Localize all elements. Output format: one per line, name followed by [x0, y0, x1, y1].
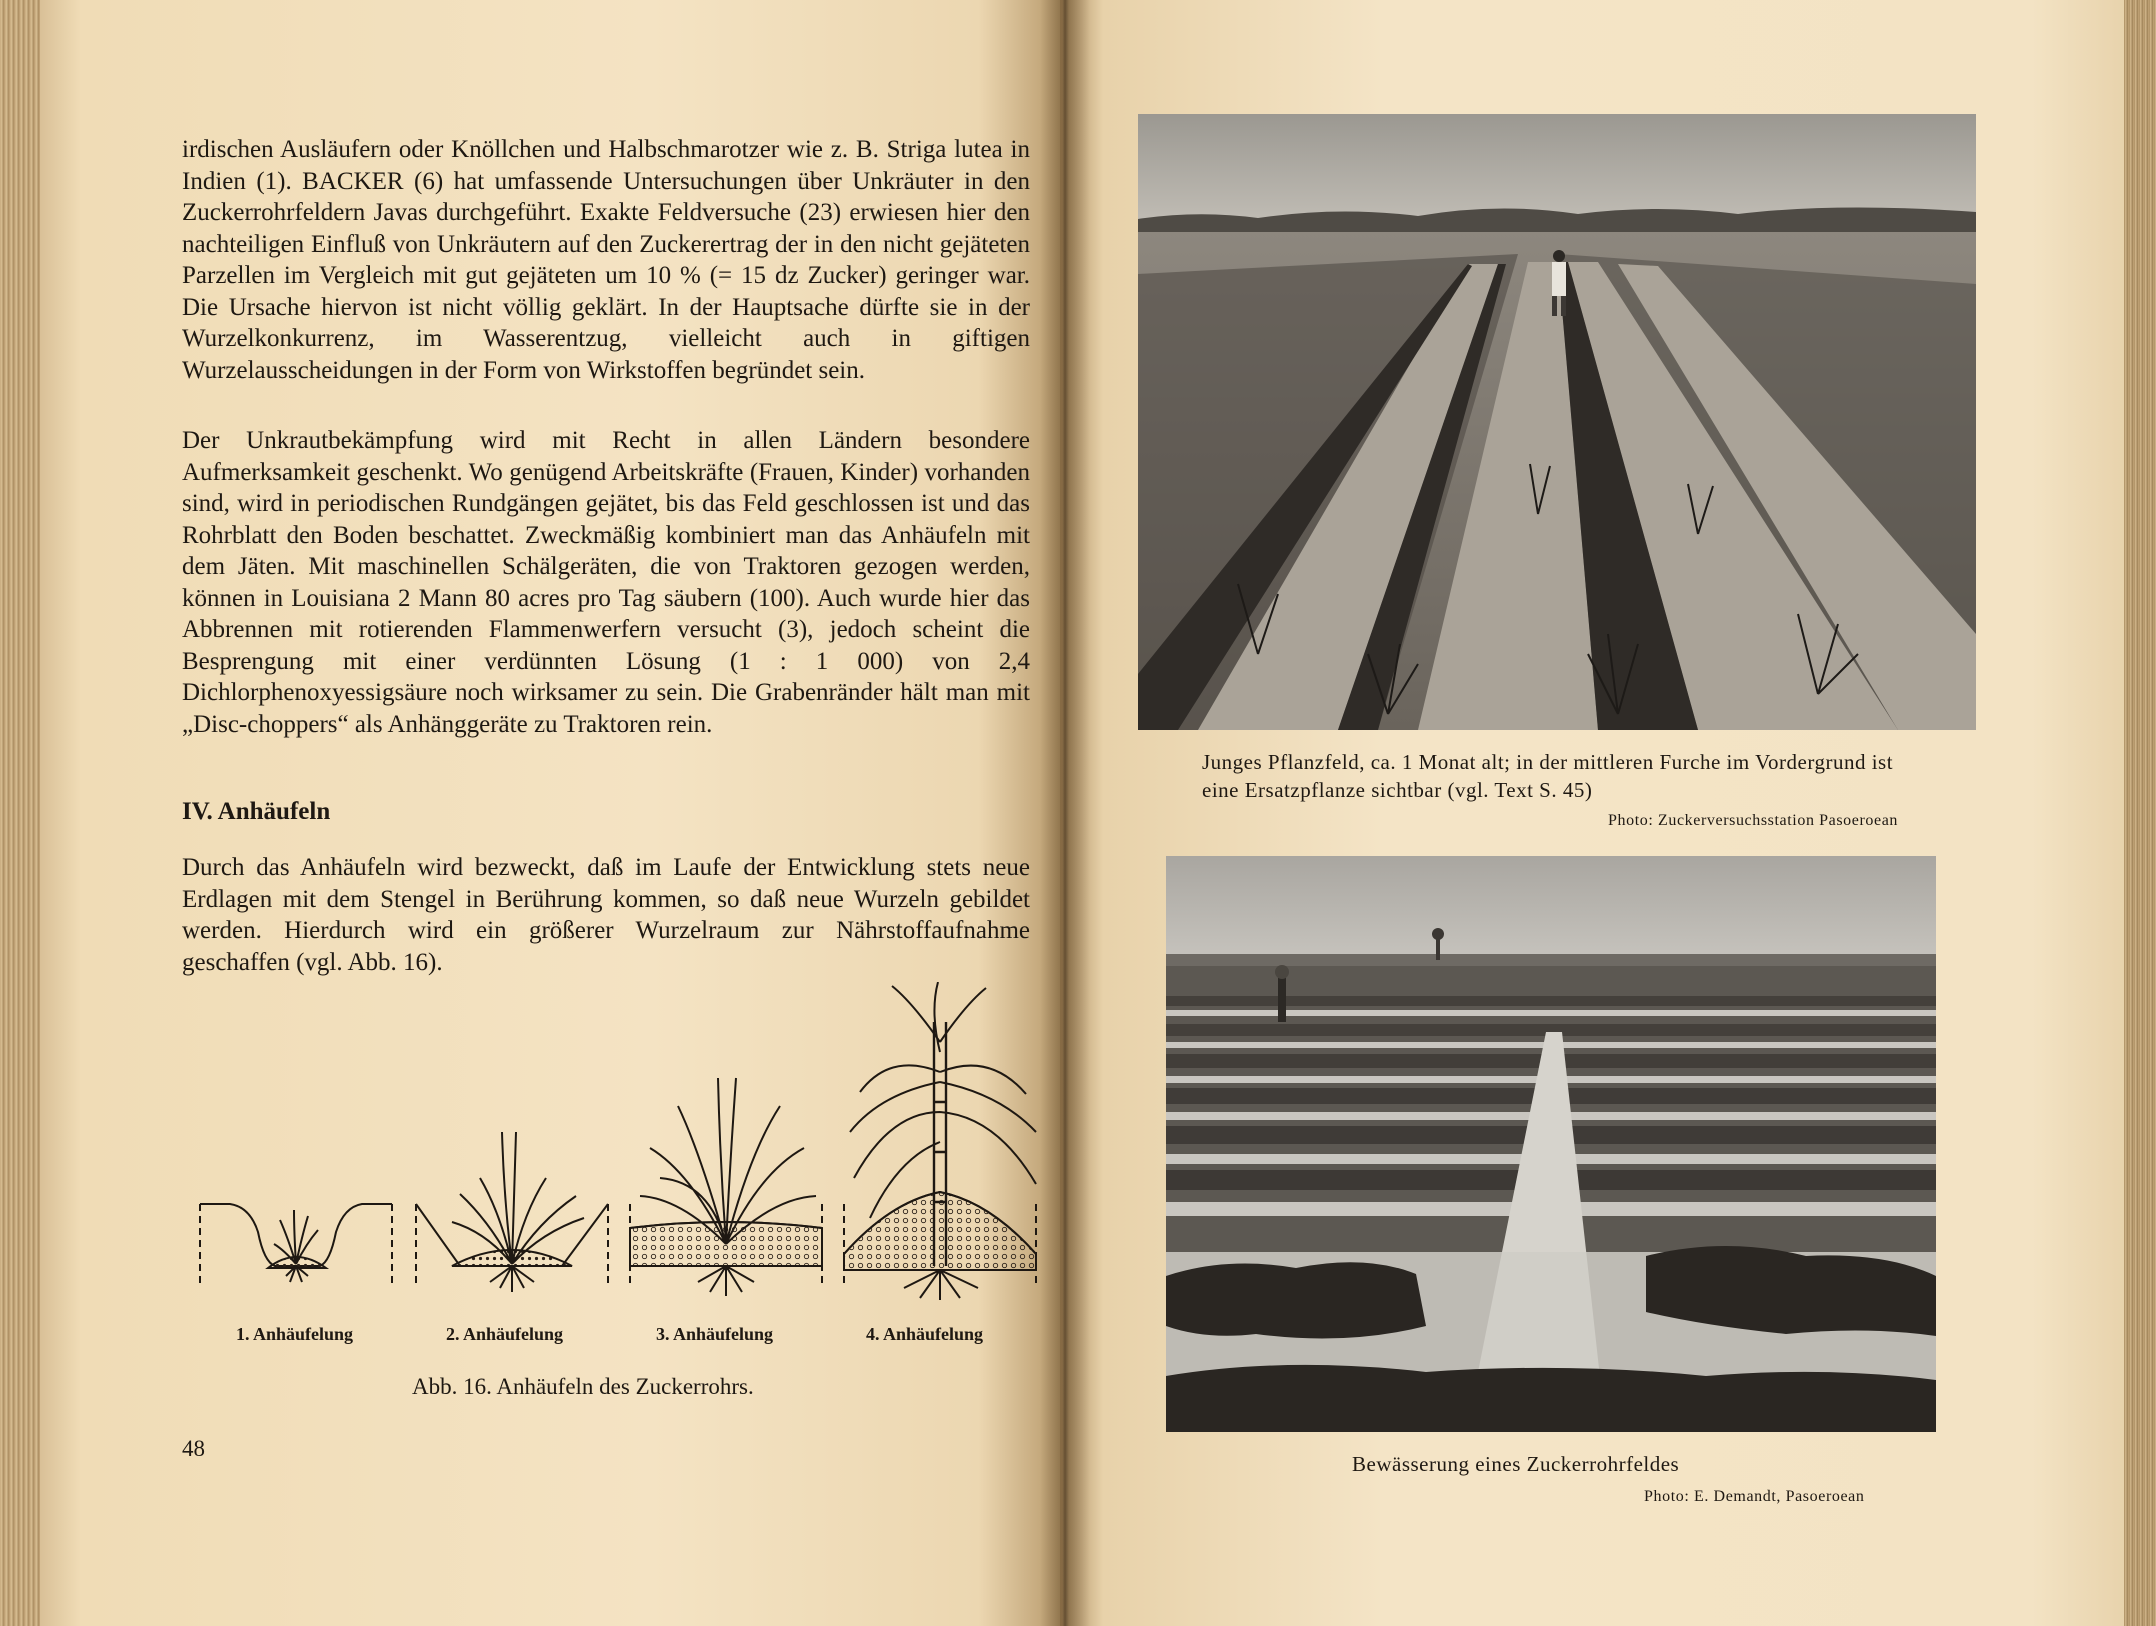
stage-1-drawing — [200, 1204, 392, 1284]
stage-4-drawing — [844, 982, 1036, 1300]
photo-2-caption: Bewässerung eines Zuckerrohrfeldes — [1352, 1452, 1680, 1476]
stage-label-3: 3. Anhäufelung — [656, 1324, 774, 1344]
figure-caption: Abb. 16. Anhäufeln des Zuckerrohrs. — [412, 1374, 754, 1399]
book-gutter — [1040, 0, 1090, 1626]
photo-1-caption: Junges Pflanzfeld, ca. 1 Monat alt; in der mittleren Furche im Vordergrund ist eine Ersatzpflanze sichtbar (vgl. Text S. 45) — [1202, 750, 1894, 802]
paragraph-weed-control: Der Unkrautbekämpfung wird mit Recht in allen Ländern besondere Aufmerksamkeit geschenkt. Wo genügend Arbeitskräfte (Frauen, Kinder) vorhanden sind, wird in periodischen Rundgängen gejätet, bis das Feld geschlossen ist und das Rohrblatt den Boden beschattet. Zweckmäßig kombiniert man das Anhäufeln mit dem Jäten. Mit maschinellen Schälgeräten, die von Traktoren gezogen werden, können in Louisiana 2 Mann 80 acres pro Tag säubern (100). Auch wurde hier das Abbrennen mit rotierenden Flammenwerfern versucht (3), jedoch scheint die Besprengung mit einer verdünnten Lösung (1 : 1 000) von 2,4 Dichlorphenoxyessigsäure noch wirksamer zu sein. Die Grabenränder hält man mit „Disc-choppers“ als Anhänggeräte zu Traktoren rein. — [182, 427, 1030, 738]
paragraph-weeds-research: irdischen Ausläufern oder Knöllchen und Halbschmarotzer wie z. B. Striga lutea in Indien (1). BACKER (6) hat umfassende Untersuchungen über Unkräuter in den Zuckerrohrfeldern Javas durchgeführt. Exakte Feldversuche (23) erwiesen hier den nachteiligen Einfluß von Unkräutern auf den Zuckerertrag der in den nicht gejäteten Parzellen im Vergleich mit gut gejäteten um 10 % (= 15 dz Zucker) geringer war. Die Ursache hiervon ist nicht völlig geklärt. In der Hauptsache dürfte sie in der Wurzelkonkurrenz, im Wasserentzug, vielleicht auch in giftigen Wurzelausscheidungen in der Form von Wirkstoffen begründet sein. — [182, 136, 1030, 384]
right-page-edges — [2124, 0, 2156, 1626]
photo-1-credit: Photo: Zuckerversuchsstation Pasoeroean — [1608, 812, 1899, 829]
hilling-stages-illustration — [190, 982, 1040, 1302]
section-heading: IV. Anhäufeln — [182, 798, 331, 825]
paragraph-hilling: Durch das Anhäufeln wird bezweckt, daß im Laufe der Entwicklung stets neue Erdlagen mit dem Stengel in Berührung kommen, so daß neue Wurzeln gebildet werden. Hierdurch wird ein größerer Wurzelraum zur Nährstoffaufnahme geschaffen (vgl. Abb. 16). — [182, 854, 1030, 976]
left-page-edges — [0, 0, 40, 1626]
photo-young-plantation-field — [1138, 114, 1976, 730]
stage-3-drawing — [630, 1078, 822, 1296]
page-number: 48 — [182, 1436, 205, 1461]
stage-label-1: 1. Anhäufelung — [236, 1324, 354, 1344]
stage-label-2: 2. Anhäufelung — [446, 1324, 564, 1344]
stage-2-drawing — [416, 1132, 608, 1292]
stage-label-4: 4. Anhäufelung — [866, 1324, 984, 1344]
photo-irrigated-cane-field — [1166, 856, 1936, 1432]
photo-2-credit: Photo: E. Demandt, Pasoeroean — [1644, 1488, 1865, 1505]
